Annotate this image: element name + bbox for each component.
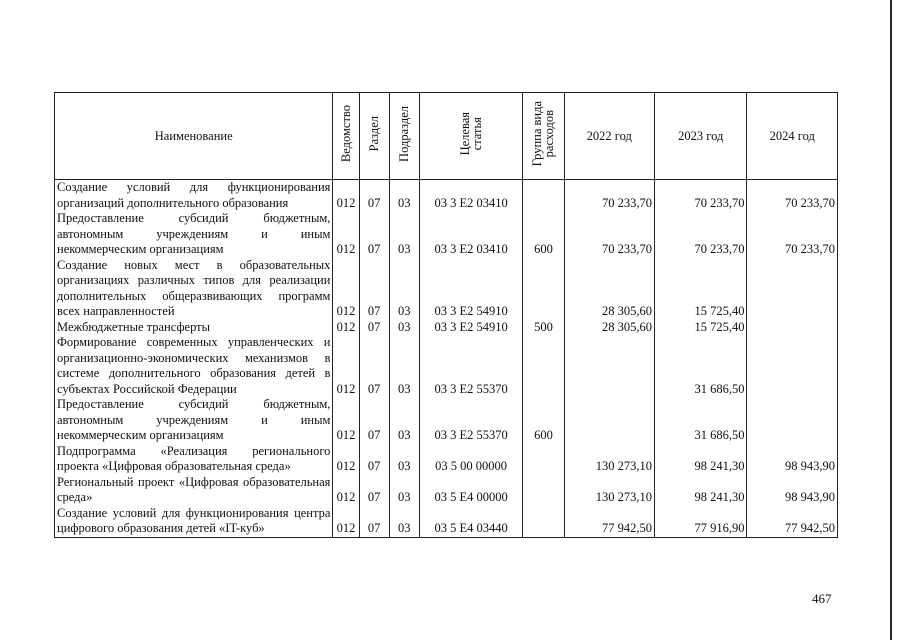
cell-subsection: 03 xyxy=(389,506,419,538)
cell-subsection: 03 xyxy=(389,320,419,336)
header-2023: 2023 год xyxy=(655,93,747,180)
cell-section: 07 xyxy=(359,475,389,506)
cell-2022: 77 942,50 xyxy=(564,506,654,538)
table-row xyxy=(55,335,838,397)
header-target: Целевая статья xyxy=(419,93,523,180)
table-body xyxy=(55,180,838,538)
cell-section: 07 xyxy=(359,335,389,397)
cell-target: 03 5 00 00000 xyxy=(419,444,523,475)
cell-subsection: 03 xyxy=(389,211,419,258)
cell-subsection: 03 xyxy=(389,258,419,320)
cell-exp-group xyxy=(523,506,564,538)
cell-2024: 98 943,90 xyxy=(747,475,838,506)
cell-target: 03 3 E2 03410 xyxy=(419,211,523,258)
cell-name: Предоставление субсидий бюджетным, автономным учреждениям и иным некоммерческим организациям xyxy=(55,397,333,444)
cell-section: 07 xyxy=(359,211,389,258)
cell-2023: 98 241,30 xyxy=(655,475,747,506)
table-row xyxy=(55,211,838,258)
cell-subsection: 03 xyxy=(389,180,419,212)
cell-exp-group xyxy=(523,475,564,506)
cell-name: Предоставление субсидий бюджетным, автономным учреждениям и иным некоммерческим организациям xyxy=(55,211,333,258)
cell-2024: 98 943,90 xyxy=(747,444,838,475)
cell-2024 xyxy=(747,258,838,320)
cell-2023: 70 233,70 xyxy=(655,211,747,258)
cell-name: Создание новых мест в образовательных организациях различных типов для реализации дополнительных общеразвивающих программ всех направленностей xyxy=(55,258,333,320)
cell-2024 xyxy=(747,335,838,397)
table-row xyxy=(55,475,838,506)
table-header-row xyxy=(55,93,838,180)
cell-2023: 15 725,40 xyxy=(655,320,747,336)
cell-2024: 70 233,70 xyxy=(747,211,838,258)
cell-2022: 130 273,10 xyxy=(564,444,654,475)
cell-dept: 012 xyxy=(333,444,359,475)
header-section: Раздел xyxy=(359,93,389,180)
cell-dept: 012 xyxy=(333,211,359,258)
header-exp-group: Группа вида расходов xyxy=(523,93,564,180)
cell-section: 07 xyxy=(359,444,389,475)
cell-subsection: 03 xyxy=(389,397,419,444)
cell-dept: 012 xyxy=(333,506,359,538)
cell-2024: 77 942,50 xyxy=(747,506,838,538)
cell-exp-group: 500 xyxy=(523,320,564,336)
cell-2022: 28 305,60 xyxy=(564,320,654,336)
cell-name: Создание условий для функционирования центра цифрового образования детей «IT-куб» xyxy=(55,506,333,538)
cell-2024 xyxy=(747,320,838,336)
cell-name: Подпрограмма «Реализация регионального проекта «Цифровая образовательная среда» xyxy=(55,444,333,475)
page-number: 467 xyxy=(812,591,832,606)
cell-2022: 70 233,70 xyxy=(564,180,654,212)
cell-target: 03 3 E2 55370 xyxy=(419,335,523,397)
header-2022: 2022 год xyxy=(564,93,654,180)
cell-2023: 70 233,70 xyxy=(655,180,747,212)
cell-dept: 012 xyxy=(333,320,359,336)
cell-exp-group: 600 xyxy=(523,397,564,444)
cell-2023: 15 725,40 xyxy=(655,258,747,320)
header-dept: Ведомство xyxy=(333,93,359,180)
cell-target: 03 3 E2 55370 xyxy=(419,397,523,444)
cell-name: Региональный проект «Цифровая образовательная среда» xyxy=(55,475,333,506)
table-row xyxy=(55,320,838,336)
cell-target: 03 3 E2 54910 xyxy=(419,320,523,336)
cell-2022: 70 233,70 xyxy=(564,211,654,258)
cell-target: 03 3 E2 54910 xyxy=(419,258,523,320)
cell-2023: 31 686,50 xyxy=(655,335,747,397)
table-row xyxy=(55,444,838,475)
cell-section: 07 xyxy=(359,397,389,444)
budget-table xyxy=(54,92,838,538)
table-row xyxy=(55,397,838,444)
cell-2022 xyxy=(564,397,654,444)
header-subsection: Подраздел xyxy=(389,93,419,180)
table-row xyxy=(55,258,838,320)
cell-section: 07 xyxy=(359,258,389,320)
cell-subsection: 03 xyxy=(389,335,419,397)
cell-2024: 70 233,70 xyxy=(747,180,838,212)
header-2024: 2024 год xyxy=(747,93,838,180)
cell-exp-group xyxy=(523,258,564,320)
cell-2022: 28 305,60 xyxy=(564,258,654,320)
cell-dept: 012 xyxy=(333,180,359,212)
cell-subsection: 03 xyxy=(389,475,419,506)
cell-dept: 012 xyxy=(333,258,359,320)
cell-2023: 98 241,30 xyxy=(655,444,747,475)
cell-dept: 012 xyxy=(333,475,359,506)
cell-name: Формирование современных управленческих и организационно-экономических механизмов в системе дополнительного образования детей в субъектах Российской Федерации xyxy=(55,335,333,397)
page-edge-line xyxy=(890,0,892,640)
cell-2023: 77 916,90 xyxy=(655,506,747,538)
cell-name: Межбюджетные трансферты xyxy=(55,320,333,336)
cell-2023: 31 686,50 xyxy=(655,397,747,444)
cell-exp-group xyxy=(523,335,564,397)
cell-target: 03 3 E2 03410 xyxy=(419,180,523,212)
cell-section: 07 xyxy=(359,506,389,538)
header-name: Наименование xyxy=(55,93,333,180)
cell-dept: 012 xyxy=(333,397,359,444)
cell-target: 03 5 E4 03440 xyxy=(419,506,523,538)
cell-exp-group: 600 xyxy=(523,211,564,258)
cell-2022: 130 273,10 xyxy=(564,475,654,506)
cell-name: Создание условий для функционирования организаций дополнительного образования xyxy=(55,180,333,212)
cell-section: 07 xyxy=(359,320,389,336)
table-row xyxy=(55,180,838,212)
cell-target: 03 5 E4 00000 xyxy=(419,475,523,506)
table-row xyxy=(55,506,838,538)
cell-section: 07 xyxy=(359,180,389,212)
cell-subsection: 03 xyxy=(389,444,419,475)
cell-2024 xyxy=(747,397,838,444)
cell-exp-group xyxy=(523,180,564,212)
cell-dept: 012 xyxy=(333,335,359,397)
cell-exp-group xyxy=(523,444,564,475)
cell-2022 xyxy=(564,335,654,397)
